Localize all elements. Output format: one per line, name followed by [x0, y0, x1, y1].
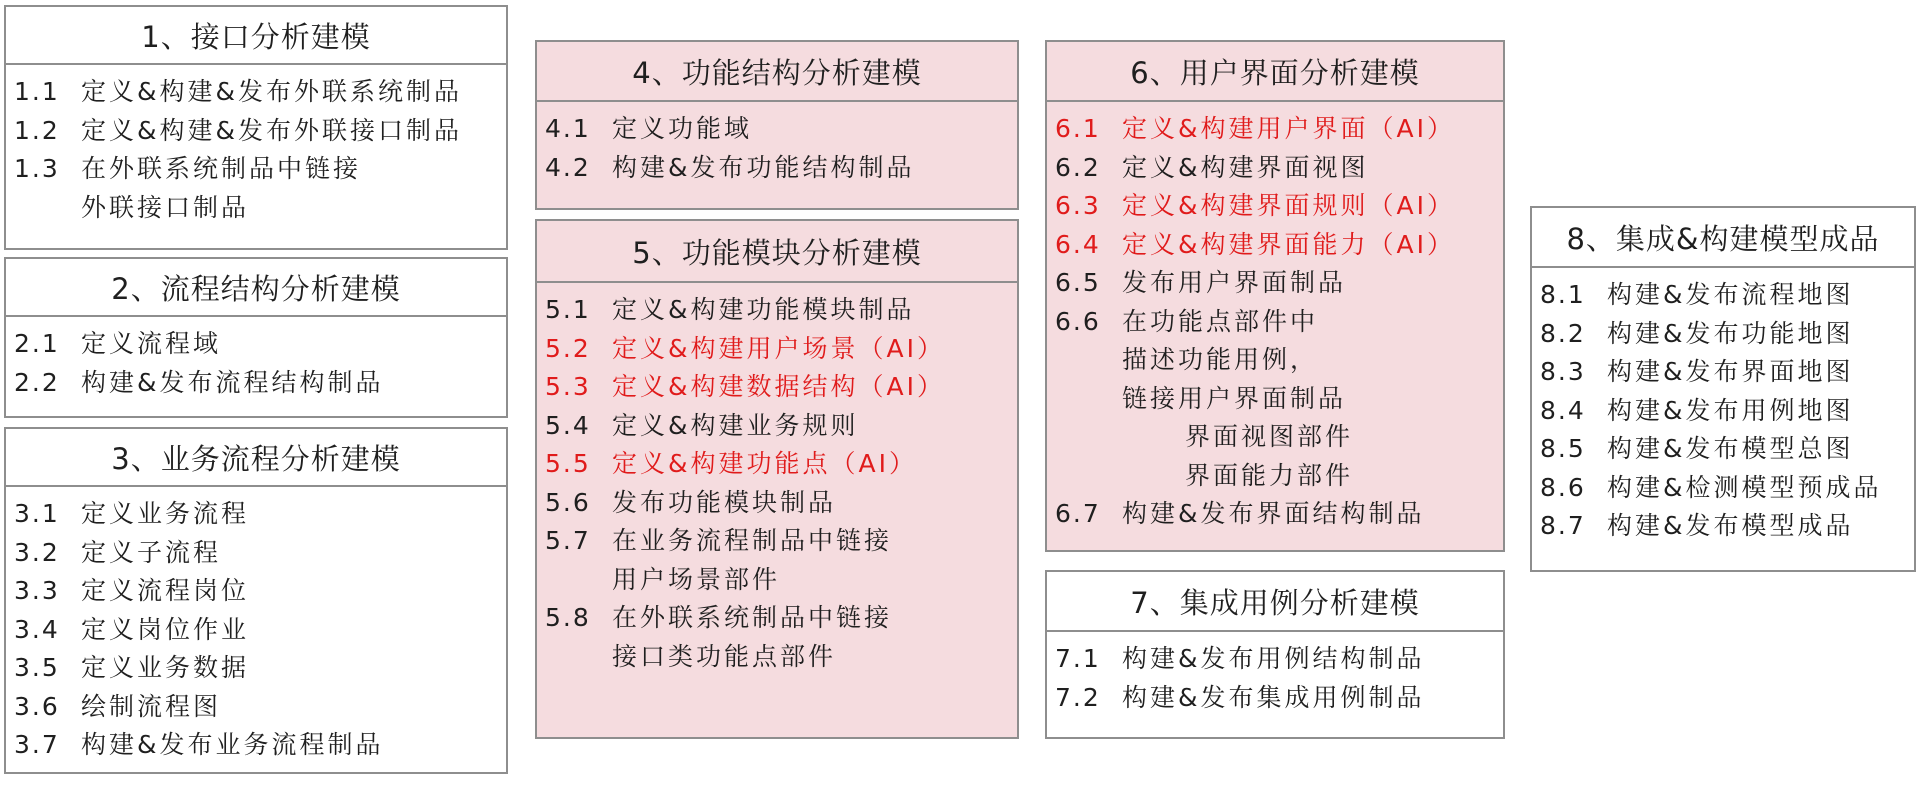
box-interface-modeling	[4, 5, 508, 250]
list-item: 2.2 构建&发布流程结构制品	[14, 367, 384, 397]
list-item: 5.7 在业务流程制品中链接	[545, 526, 893, 555]
list-item: 3.4 定义岗位作业	[14, 614, 250, 644]
list-item: 5.8 在外联系统制品中链接	[545, 603, 893, 632]
list-item: 用户场景部件	[612, 564, 781, 594]
list-item-ai: 5.2 定义&构建用户场景（AI）	[545, 333, 945, 363]
list-item: 1.3 在外联系统制品中链接	[14, 154, 362, 183]
box-title: 2、流程结构分析建模	[6, 259, 506, 317]
list-item: 1.1 定义&构建&发布外联系统制品	[14, 77, 462, 106]
box-title: 3、业务流程分析建模	[6, 429, 506, 487]
list-item: 7.2 构建&发布集成用例制品	[1055, 682, 1425, 712]
list-item: 链接用户界面制品	[1122, 383, 1347, 413]
box-process-structure-modeling	[4, 257, 508, 418]
box-title: 8、集成&构建模型成品	[1532, 208, 1914, 268]
list-item: 5.1 定义&构建功能模块制品	[545, 295, 915, 324]
list-item: 5.6 发布功能模块制品	[545, 487, 837, 517]
box-title: 5、功能模块分析建模	[537, 221, 1017, 283]
list-item-ai: 6.1 定义&构建用户界面（AI）	[1055, 114, 1455, 143]
box-title: 4、功能结构分析建模	[537, 42, 1017, 102]
box-user-interface-modeling	[1045, 40, 1505, 552]
list-item: 3.5 定义业务数据	[14, 653, 250, 682]
list-item-ai: 6.3 定义&构建界面规则（AI）	[1055, 191, 1455, 220]
list-item: 外联接口制品	[81, 192, 250, 222]
box-function-module-modeling	[535, 219, 1019, 739]
list-item: 8.3 构建&发布界面地图	[1540, 357, 1854, 386]
list-item: 描述功能用例，	[1122, 345, 1319, 374]
list-item: 界面视图部件	[1185, 422, 1354, 451]
list-item: 3.3 定义流程岗位	[14, 576, 250, 605]
list-item: 8.7 构建&发布模型成品	[1540, 511, 1854, 540]
list-item: 8.4 构建&发布用例地图	[1540, 395, 1854, 425]
list-item: 7.1 构建&发布用例结构制品	[1055, 644, 1425, 673]
box-title: 6、用户界面分析建模	[1047, 42, 1503, 102]
list-item: 6.6 在功能点部件中	[1055, 306, 1319, 336]
list-item: 3.1 定义业务流程	[14, 499, 250, 528]
list-item: 8.1 构建&发布流程地图	[1540, 280, 1854, 309]
list-item: 3.7 构建&发布业务流程制品	[14, 730, 384, 759]
list-item: 8.2 构建&发布功能地图	[1540, 318, 1854, 348]
box-integration-usecase-modeling	[1045, 570, 1505, 739]
box-title: 1、接口分析建模	[6, 7, 506, 65]
list-item-ai: 6.4 定义&构建界面能力（AI）	[1055, 229, 1455, 259]
box-function-structure-modeling	[535, 40, 1019, 210]
list-item: 6.5 发布用户界面制品	[1055, 268, 1347, 297]
list-item: 2.1 定义流程域	[14, 329, 222, 358]
list-item: 1.2 定义&构建&发布外联接口制品	[14, 115, 462, 145]
box-business-process-modeling	[4, 427, 508, 774]
list-item: 界面能力部件	[1185, 460, 1354, 490]
list-item: 4.2 构建&发布功能结构制品	[545, 152, 915, 182]
list-item: 接口类功能点部件	[612, 641, 837, 671]
list-item: 5.4 定义&构建业务规则	[545, 410, 859, 440]
list-item: 8.6 构建&检测模型预成品	[1540, 472, 1882, 502]
list-item: 3.6 绘制流程图	[14, 691, 222, 721]
box-title: 7、集成用例分析建模	[1047, 572, 1503, 632]
list-item: 6.2 定义&构建界面视图	[1055, 152, 1369, 182]
list-item: 3.2 定义子流程	[14, 537, 222, 567]
list-item: 4.1 定义功能域	[545, 114, 753, 143]
box-integrate-build-model	[1530, 206, 1916, 572]
list-item: 8.5 构建&发布模型总图	[1540, 434, 1854, 463]
list-item: 6.7 构建&发布界面结构制品	[1055, 499, 1425, 528]
list-item-ai: 5.3 定义&构建数据结构（AI）	[545, 372, 945, 401]
list-item-ai: 5.5 定义&构建功能点（AI）	[545, 449, 917, 478]
